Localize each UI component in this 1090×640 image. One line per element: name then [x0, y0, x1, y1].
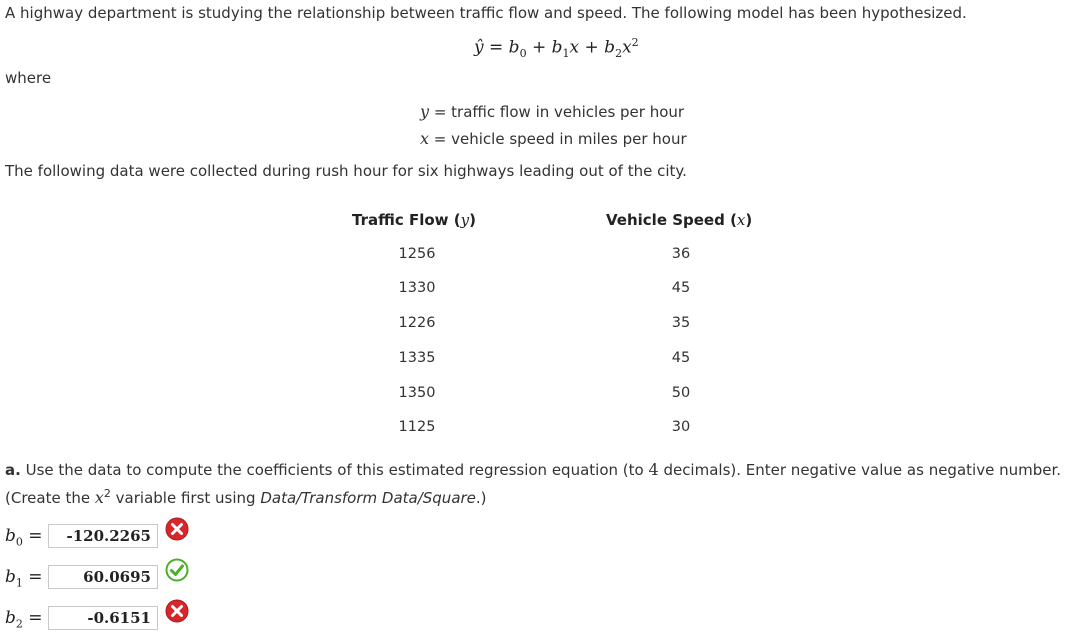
b2-label: $b_2$ =: [5, 608, 43, 631]
b1-label: $b_1$ =: [5, 567, 43, 590]
where-label: where: [5, 69, 52, 87]
b0-input[interactable]: -120.2265: [48, 524, 158, 548]
header-traffic-flow: Traffic Flow (y): [352, 211, 476, 229]
incorrect-icon: [165, 517, 189, 541]
table-cell-speed: 35: [671, 315, 691, 331]
b0-label: $b_0$ =: [5, 526, 43, 549]
part-a-hint: (Create the $x^2$ variable first using Data/Transform Data/Square.): [5, 487, 487, 507]
table-cell-flow: 1256: [398, 246, 436, 262]
table-cell-speed: 36: [671, 246, 691, 262]
table-cell-flow: 1350: [398, 385, 436, 401]
table-cell-flow: 1125: [398, 419, 436, 435]
correct-icon: [165, 558, 189, 582]
table-cell-flow: 1335: [398, 350, 436, 366]
definition-y: y = traffic flow in vehicles per hour: [420, 102, 685, 121]
model-equation: ŷ = $b_0 + b_1x + b_2x^2$: [474, 36, 639, 61]
table-cell-speed: 45: [671, 280, 691, 296]
menu-path: Data/Transform Data/Square: [260, 489, 476, 507]
table-cell-speed: 45: [671, 350, 691, 366]
part-a-instructions: a. Use the data to compute the coefficients of this estimated regression equation (to 4 decimals). Enter negative value as negative number.: [5, 460, 1061, 479]
table-cell-speed: 30: [671, 419, 691, 435]
table-cell-flow: 1226: [398, 315, 436, 331]
intro-text: A highway department is studying the relationship between traffic flow and speed. The following model has been hypothesized.: [5, 4, 967, 22]
incorrect-icon: [165, 599, 189, 623]
b2-input[interactable]: -0.6151: [48, 606, 158, 630]
table-cell-speed: 50: [671, 385, 691, 401]
header-vehicle-speed: Vehicle Speed (x): [606, 211, 753, 229]
b1-input[interactable]: 60.0695: [48, 565, 158, 589]
table-cell-flow: 1330: [398, 280, 436, 296]
data-sentence: The following data were collected during rush hour for six highways leading out of the city.: [5, 162, 687, 180]
definition-x: x = vehicle speed in miles per hour: [420, 129, 687, 148]
